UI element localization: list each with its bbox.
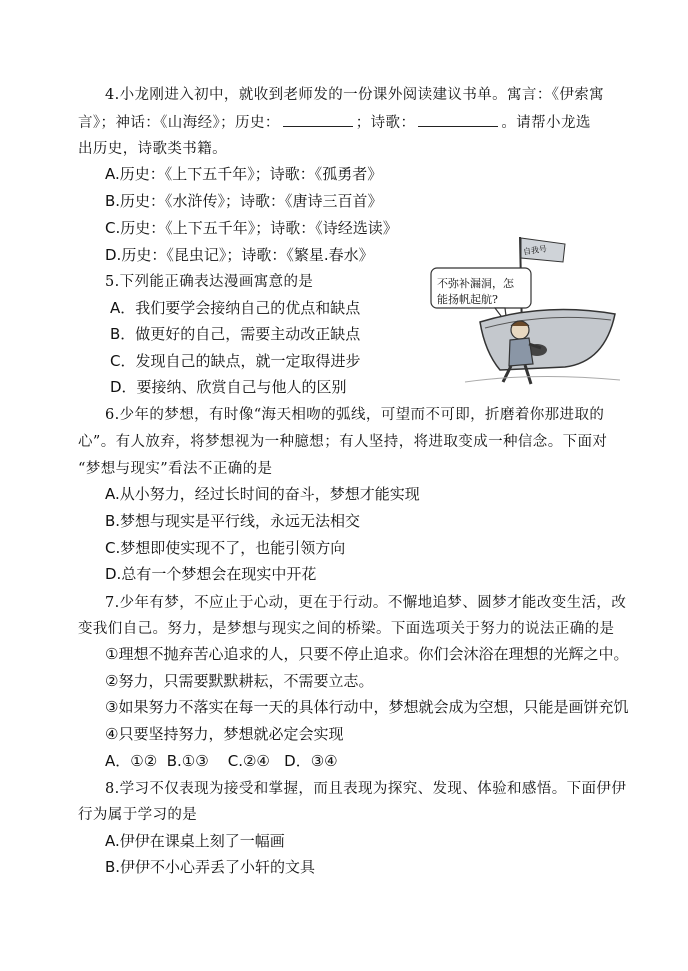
q7-item-4: ④只要坚持努力，梦想就必定会实现	[105, 725, 344, 743]
q4-option-c: C.历史：《上下五千年》；诗歌：《诗经选读》	[105, 219, 398, 237]
boy-body	[509, 338, 533, 366]
q6-option-b: B.梦想与现实是平行线，永远无法相交	[105, 512, 361, 530]
speech-bubble-line2: 能扬帆起航?	[437, 293, 498, 306]
q4-stem-line2	[78, 111, 591, 132]
history-blank	[283, 112, 353, 127]
q7-item-1: ①理想不抛弃苦心追求的人，只要不停止追求。你们会沐浴在理想的光辉之中。	[105, 645, 629, 663]
flag-label: 自我号	[522, 244, 548, 257]
q8-stem-line1: 8.学习不仅表现为接受和掌握，而且表现为探究、发现、体验和感悟。下面伊伊	[105, 781, 627, 797]
q6-stem-line2: 心”。有人放弃，将梦想视为一种臆想；有人坚持，将进取变成一种信念。下面对	[78, 434, 608, 450]
q7-choices: A．①② B.①③ C.②④ D．③④	[105, 752, 338, 770]
q4-stem-line1: 4.小龙刚进入初中，就收到老师发的一份课外阅读建议书单。寓言：《伊索寓	[105, 87, 605, 103]
q6-option-d: D.总有一个梦想会在现实中开花	[105, 565, 317, 583]
q4-option-b: B.历史：《水浒传》；诗歌：《唐诗三百首》	[105, 192, 383, 210]
q4-stem-line2-b: ；诗歌：	[355, 115, 416, 131]
q7-item-3: ③如果努力不落实在每一天的具体行动中，梦想就会成为空想，只能是画饼充饥	[105, 698, 629, 716]
q5-option-c: C．发现自己的缺点，就一定取得进步	[110, 352, 361, 370]
q8-option-a: A.伊伊在课桌上刻了一幅画	[105, 832, 285, 850]
q4-stem-line2-c: 。请帮小龙选	[501, 115, 591, 131]
q7-stem-line2: 变我们自己。努力，是梦想与现实之间的桥梁。下面选项关于努力的说法正确的是	[78, 621, 615, 637]
q5-stem: 5.下列能正确表达漫画寓意的是	[105, 274, 314, 290]
q6-stem-line3: “梦想与现实”看法不正确的是	[78, 461, 273, 477]
q6-option-a: A.从小努力，经过长时间的奋斗，梦想才能实现	[105, 485, 420, 503]
q8-option-b: B.伊伊不小心弄丢了小轩的文具	[105, 858, 316, 876]
q4-stem-line3: 出历史，诗歌类书籍。	[78, 141, 227, 157]
q5-option-d: D．要接纳、欣赏自己与他人的区别	[110, 378, 347, 396]
q7-stem-line1: 7.少年有梦，不应止于心动，更在于行动。不懈地追梦、圆梦才能改变生活，改	[105, 595, 627, 611]
q5-option-a: A．我们要学会接纳自己的优点和缺点	[110, 299, 361, 317]
ground-line	[465, 376, 620, 382]
q4-stem-line2-a: 言》；神话：《山海经》；历史：	[78, 115, 280, 131]
q6-option-c: C.梦想即使实现不了，也能引领方向	[105, 539, 346, 557]
speech-bubble-line1: 不弥补漏洞，怎	[437, 277, 514, 290]
q6-stem-line1: 6.少年的梦想，有时像“海天相吻的弧线，可望而不可即，折磨着你那进取的	[105, 407, 605, 423]
speech-bubble-text	[437, 276, 529, 308]
q4-option-a: A.历史：《上下五千年》；诗歌：《孤勇者》	[105, 165, 383, 183]
q7-item-2: ②努力，只需要默默耕耘，不需要立志。	[105, 672, 374, 690]
poetry-blank	[418, 112, 498, 127]
q5-option-b: B．做更好的自己，需要主动改正缺点	[110, 325, 361, 343]
q8-stem-line2: 行为属于学习的是	[78, 807, 198, 823]
q4-option-d: D.历史：《昆虫记》；诗歌：《繁星.春水》	[105, 246, 374, 264]
